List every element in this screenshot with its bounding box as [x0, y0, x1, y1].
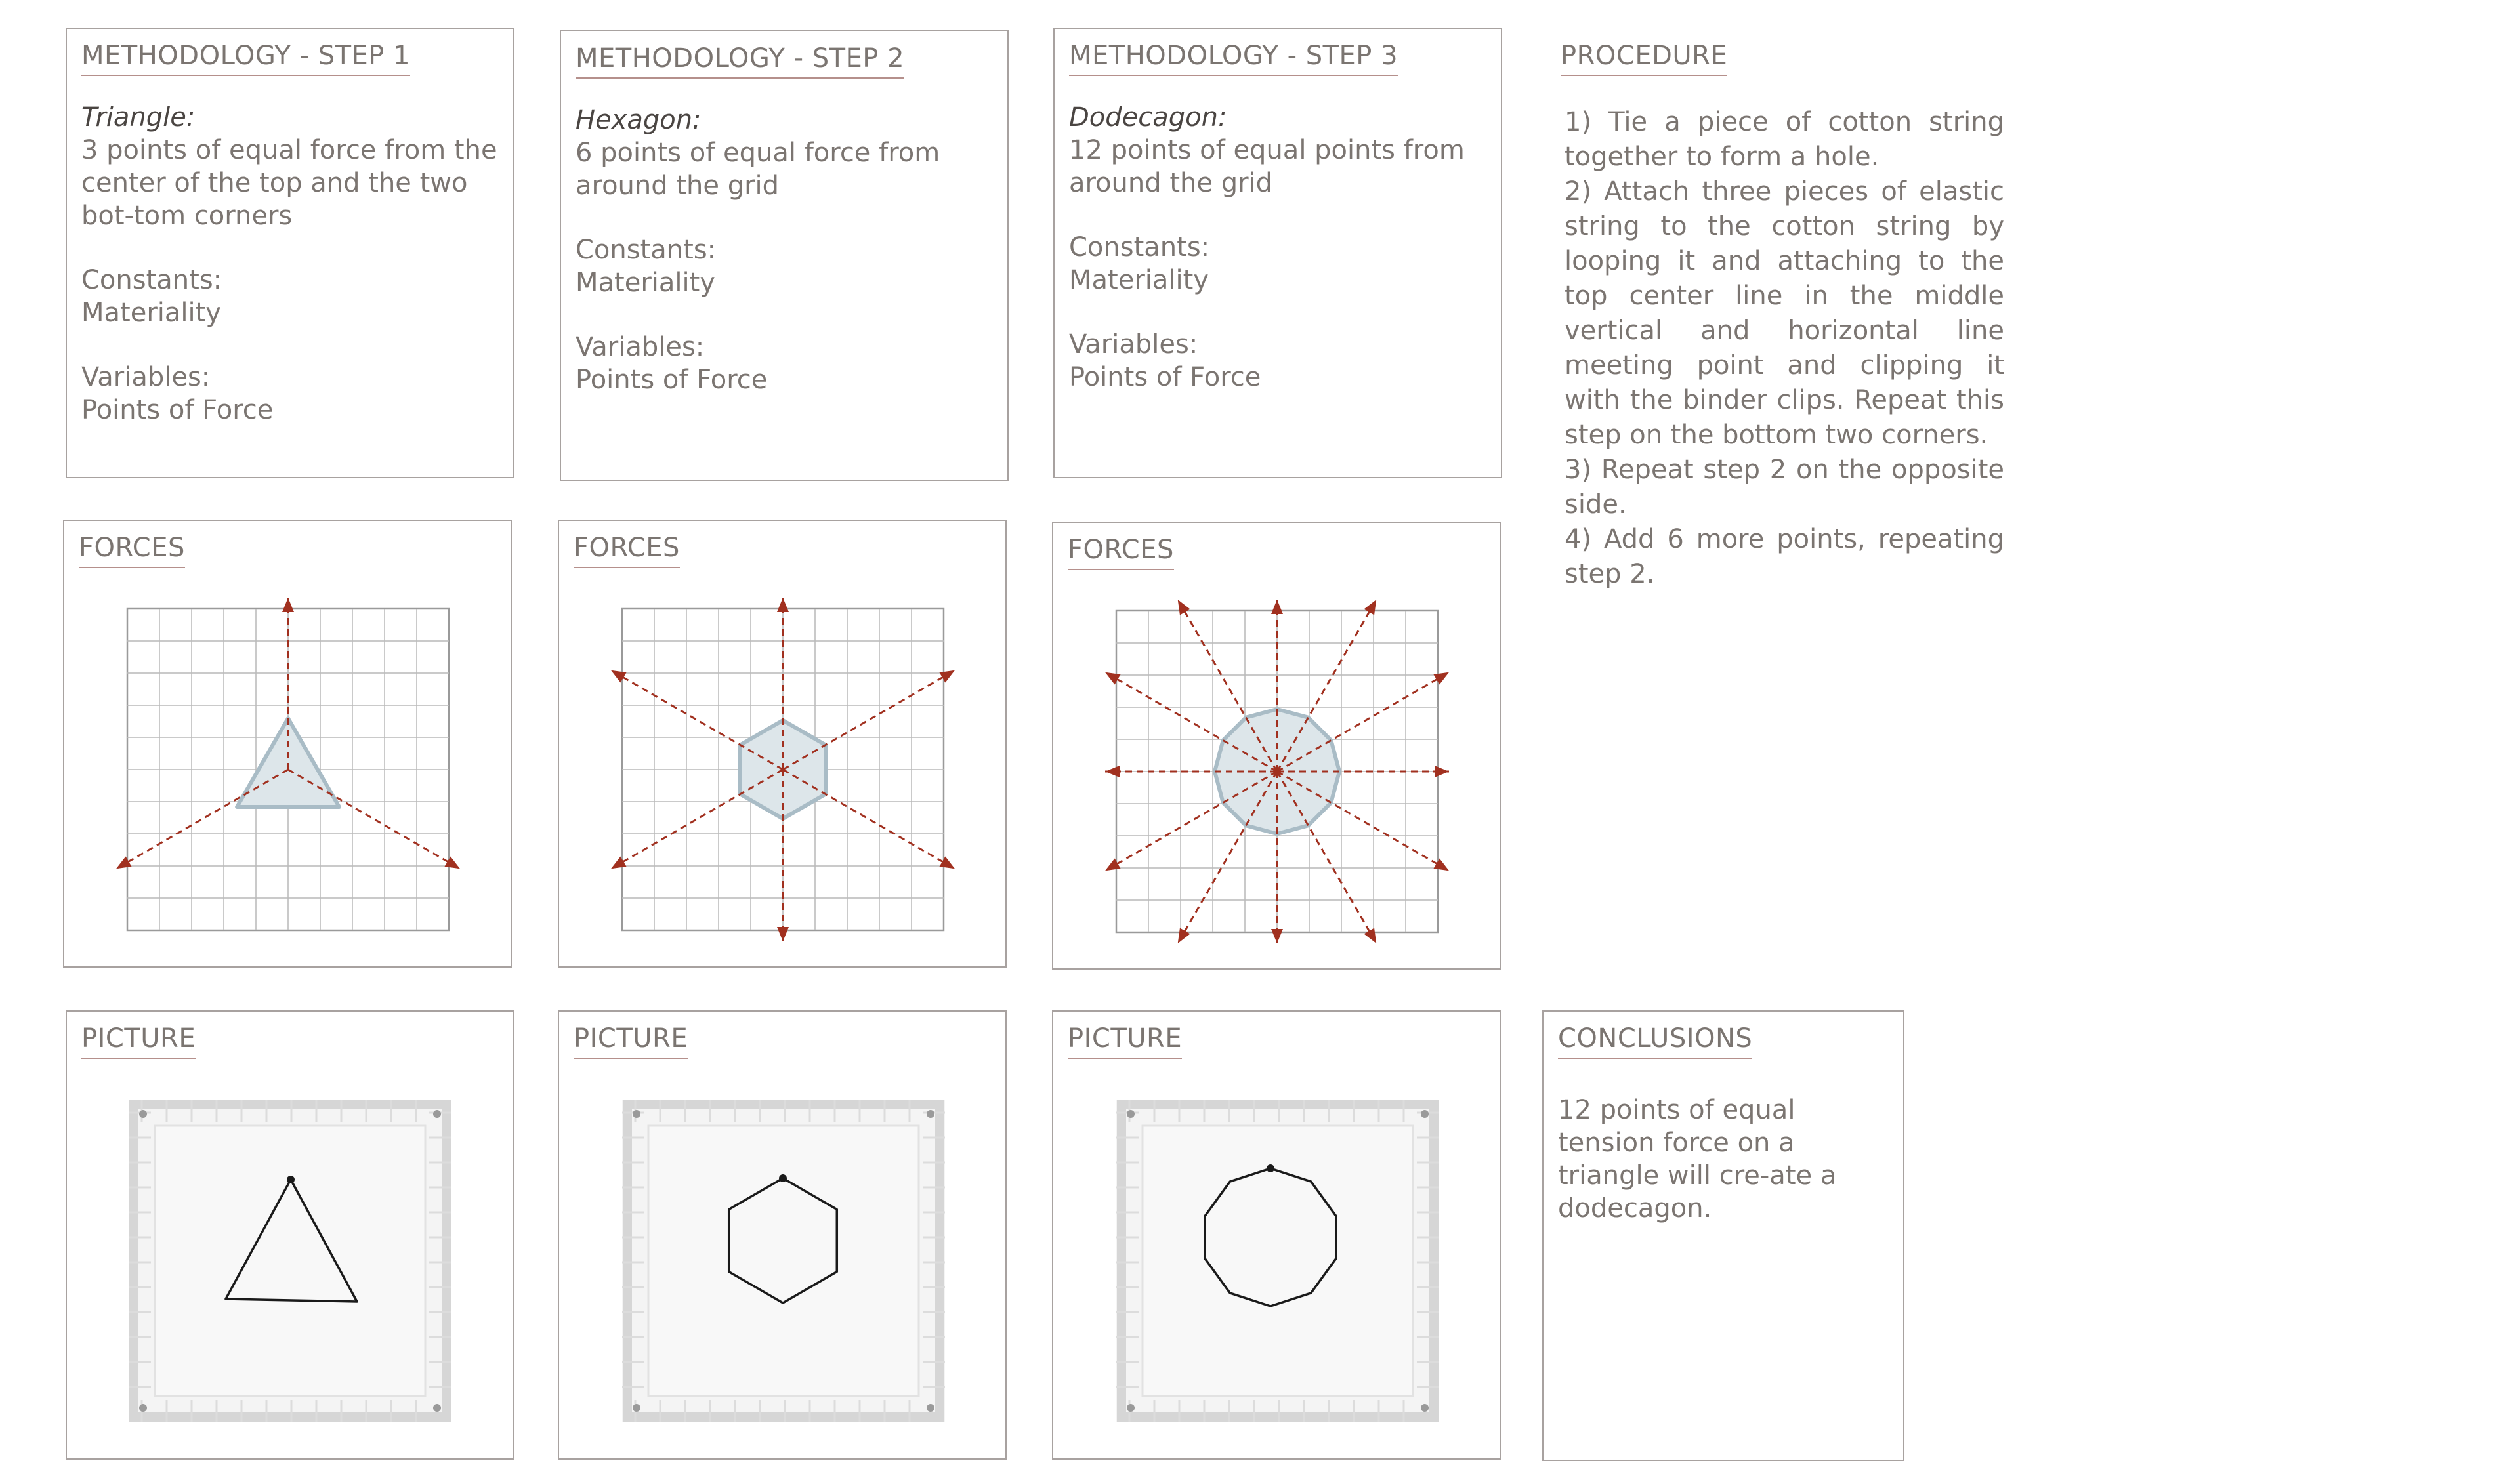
procedure-title: PROCEDURE — [1561, 41, 1727, 76]
photo-hexagon — [622, 1100, 945, 1422]
arrow-head — [777, 598, 789, 612]
forces-diagram-hexagon — [622, 609, 944, 930]
forces-diagram-dodecagon — [1116, 611, 1438, 932]
picture-card-1 — [66, 1010, 514, 1460]
procedure-step: 4) Add 6 more points, repeating step 2. — [1564, 524, 2004, 589]
forces-title: FORCES — [1068, 535, 1174, 570]
forces-card-2 — [558, 520, 1007, 968]
arrow-head — [1105, 766, 1120, 777]
variables-label: Variables: — [576, 332, 705, 362]
photo-triangle — [129, 1100, 452, 1422]
constants-value: Materiality — [81, 298, 221, 328]
binder-clip-icon — [1421, 1110, 1429, 1118]
binder-clip-icon — [927, 1404, 934, 1412]
procedure-step: 2) Attach three pieces of elastic string to the cotton string by looping it and attaching to the top center line in the middle vertical and horizontal line meeting point and clipping it with the binder clips. Repeat this step on the bottom two corners. — [1564, 176, 2004, 450]
methodology-card-3 — [1053, 28, 1502, 478]
methodology-card-2 — [560, 30, 1009, 481]
shape-name: Hexagon: — [576, 105, 702, 135]
methodology-description: 3 points of equal force from the center of the top and the two bot-tom corners — [81, 135, 497, 231]
binder-clip-icon — [1127, 1404, 1135, 1412]
conclusions-card — [1542, 1010, 1904, 1461]
binder-clip-icon — [1421, 1404, 1429, 1412]
picture-card-3 — [1052, 1010, 1501, 1460]
shape-name: Triangle: — [81, 102, 196, 133]
binder-clip-icon — [433, 1110, 441, 1118]
picture-title: PICTURE — [574, 1023, 688, 1059]
arrow-head — [777, 927, 789, 941]
variables-value: Points of Force — [576, 365, 768, 395]
frame-inner — [1143, 1126, 1413, 1396]
variables-value: Points of Force — [1069, 362, 1261, 392]
forces-card-3 — [1052, 522, 1501, 970]
methodology-title: METHODOLOGY - STEP 1 — [81, 41, 410, 76]
binder-clip-icon — [1127, 1110, 1135, 1118]
constants-value: Materiality — [1069, 265, 1209, 295]
arrow-head — [1271, 929, 1283, 943]
procedure-step: 3) Repeat step 2 on the opposite side. — [1564, 455, 2004, 520]
binder-clip-icon — [633, 1110, 640, 1118]
shape-name: Dodecagon: — [1069, 102, 1227, 133]
forces-diagram-triangle — [127, 609, 449, 930]
photo-dodecagon — [1116, 1100, 1439, 1422]
arrow-head — [282, 598, 294, 612]
binder-clip-icon — [927, 1110, 934, 1118]
forces-title: FORCES — [574, 533, 680, 568]
picture-title: PICTURE — [81, 1023, 196, 1059]
picture-card-2 — [558, 1010, 1007, 1460]
string-knot — [287, 1176, 295, 1183]
string-knot — [779, 1174, 787, 1182]
conclusions-title: CONCLUSIONS — [1558, 1023, 1752, 1059]
methodology-description: 12 points of equal points from around the grid — [1069, 135, 1465, 198]
variables-value: Points of Force — [81, 395, 274, 425]
arrow-head — [1271, 600, 1283, 614]
methodology-card-1 — [66, 28, 514, 478]
constants-value: Materiality — [576, 268, 715, 298]
frame-inner — [155, 1126, 425, 1396]
frame-inner — [648, 1126, 919, 1396]
arrow-head — [1435, 766, 1449, 777]
variables-label: Variables: — [1069, 329, 1198, 360]
binder-clip-icon — [433, 1404, 441, 1412]
procedure-steps — [1564, 105, 2004, 592]
conclusions-text: 12 points of equal tension force on a triangle will cre-ate a dodecagon. — [1558, 1095, 1837, 1224]
binder-clip-icon — [139, 1404, 147, 1412]
picture-title: PICTURE — [1068, 1023, 1182, 1059]
constants-label: Constants: — [1069, 232, 1210, 262]
binder-clip-icon — [139, 1110, 147, 1118]
forces-card-1 — [63, 520, 512, 968]
forces-title: FORCES — [79, 533, 185, 568]
constants-label: Constants: — [576, 235, 717, 265]
procedure-step: 1) Tie a piece of cotton string together to form a hole. — [1564, 107, 2004, 172]
methodology-title: METHODOLOGY - STEP 2 — [576, 43, 904, 79]
methodology-description: 6 points of equal force from around the grid — [576, 138, 940, 201]
methodology-title: METHODOLOGY - STEP 3 — [1069, 41, 1398, 76]
binder-clip-icon — [633, 1404, 640, 1412]
string-knot — [1267, 1164, 1274, 1172]
variables-label: Variables: — [81, 362, 211, 392]
constants-label: Constants: — [81, 265, 222, 295]
